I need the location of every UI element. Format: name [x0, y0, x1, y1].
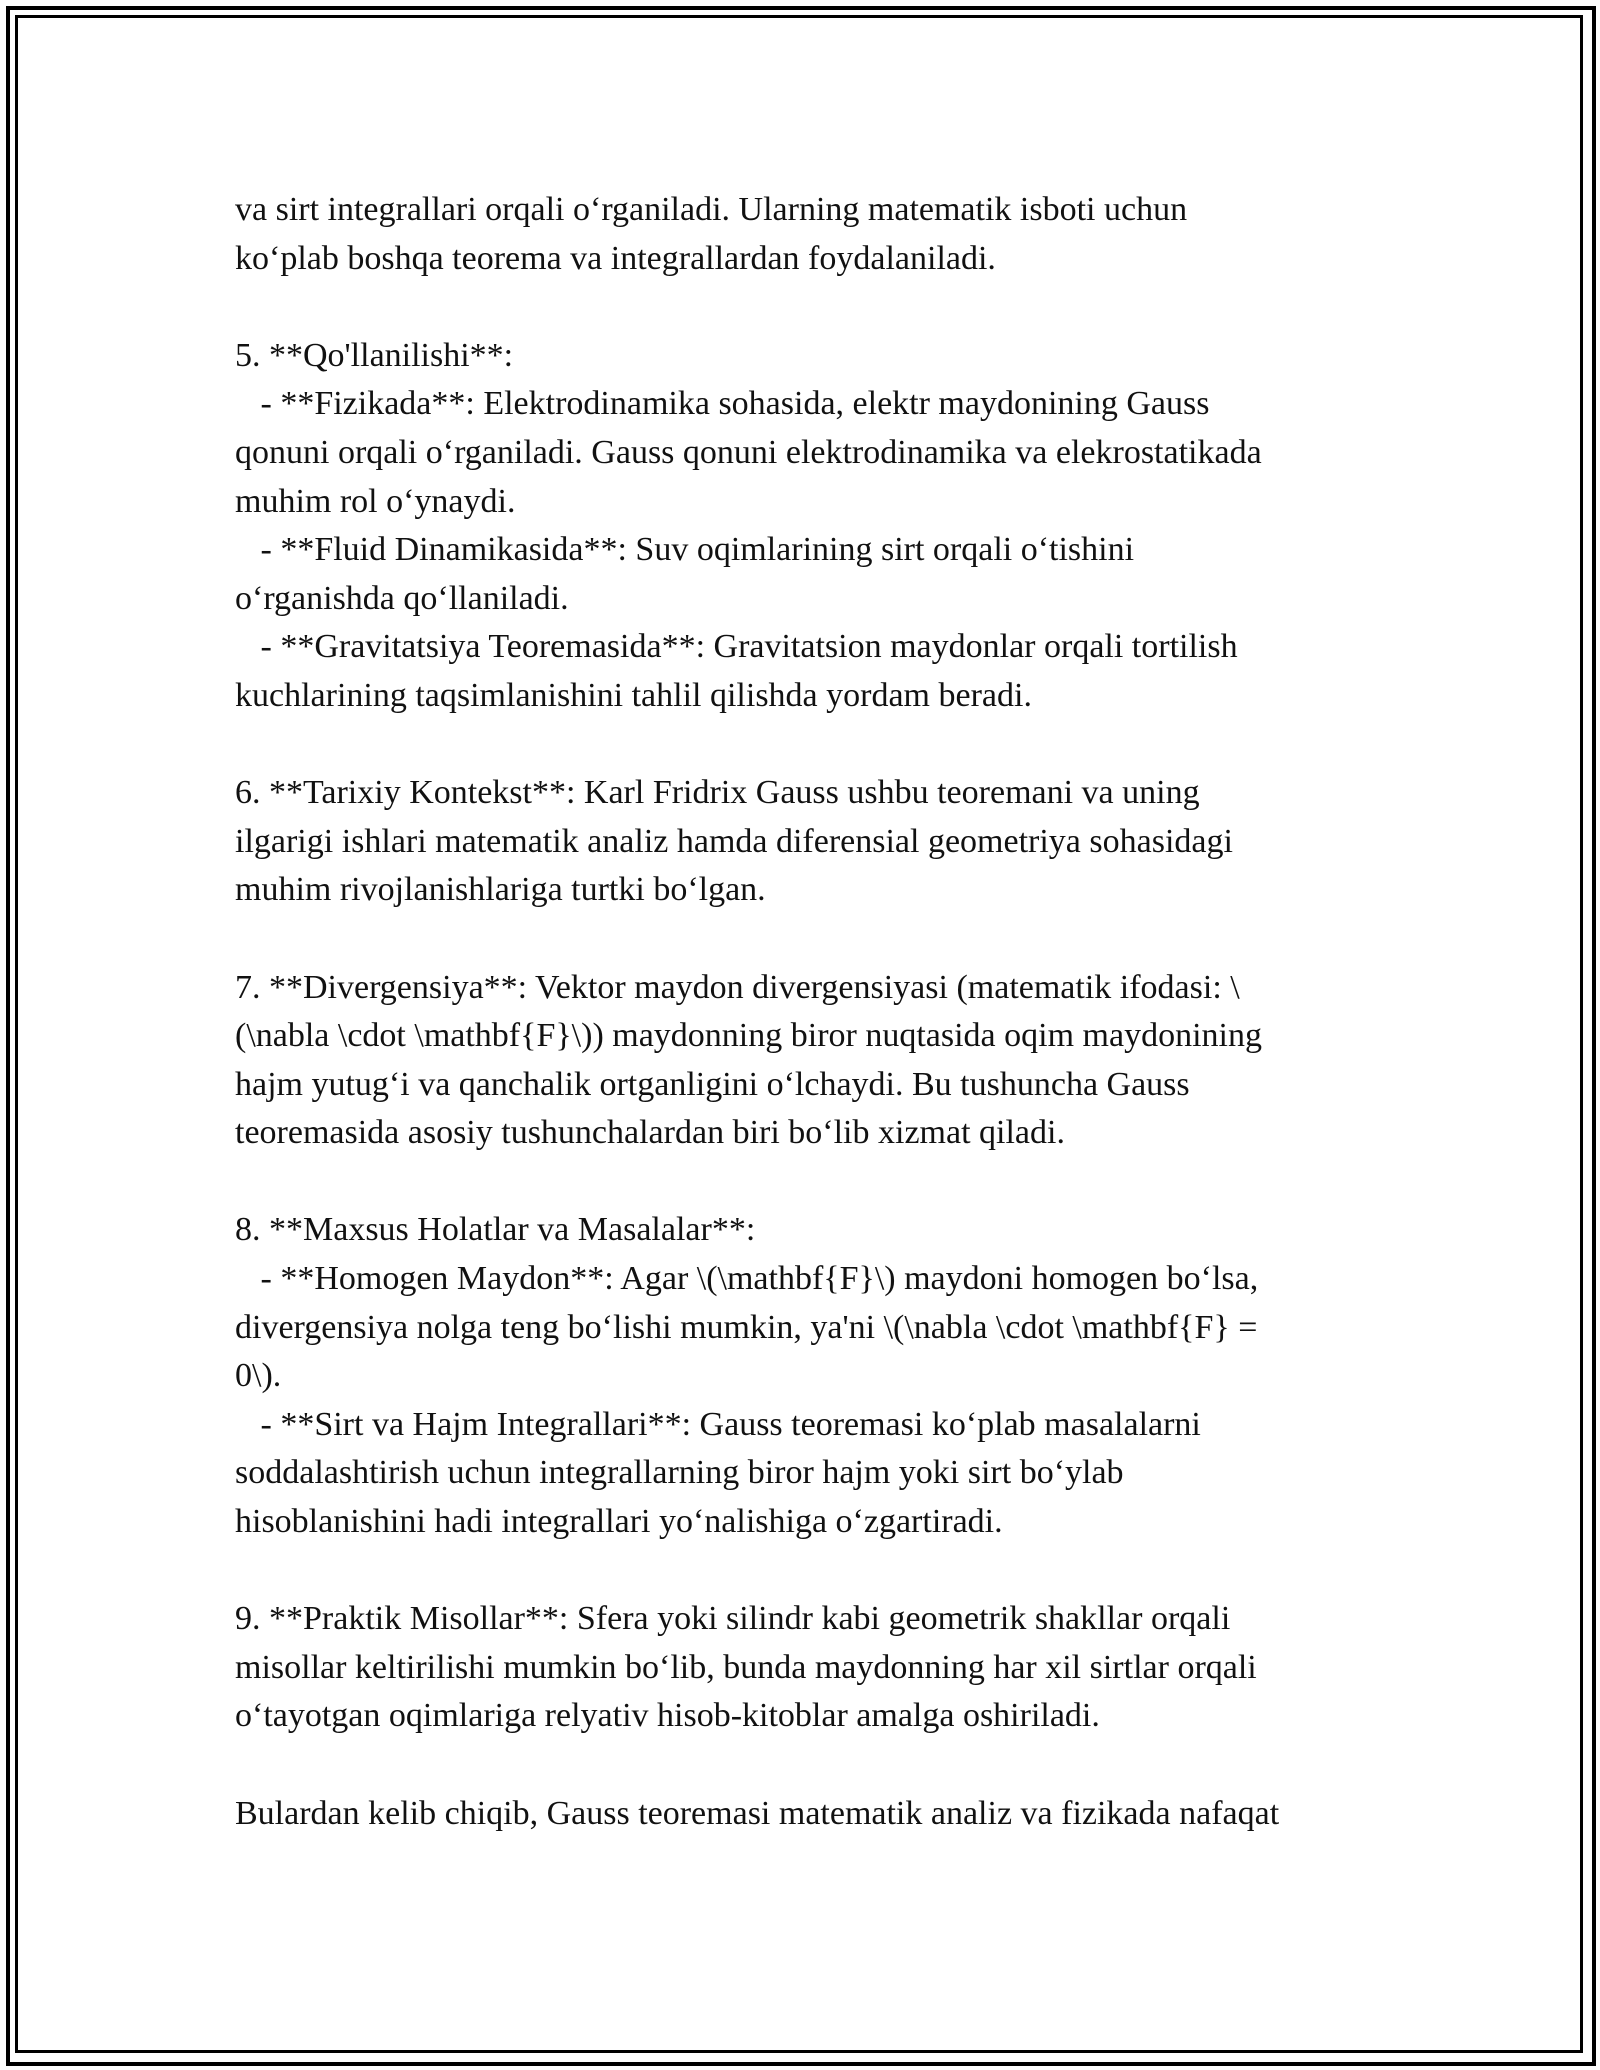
section-heading-8: 8. **Maxsus Holatlar va Masalalar**: — [235, 1211, 756, 1249]
text-line: (\nabla \cdot \mathbf{F}\)) maydonning biror nuqtasida oqim maydonining — [235, 1017, 1262, 1055]
text-line: muhim rivojlanishlariga turtki bo‘lgan. — [235, 871, 766, 909]
text-line: - **Homogen Maydon**: Agar \(\mathbf{F}\) maydoni homogen bo‘lsa, — [235, 1260, 1259, 1298]
blank-line — [235, 1547, 1395, 1596]
text-line: - **Gravitatsiya Teoremasida**: Gravitatsion maydonlar orqali tortilish — [235, 628, 1238, 666]
text-line: - **Sirt va Hajm Integrallari**: Gauss teoremasi ko‘plab masalalarni — [235, 1405, 1201, 1443]
blank-line — [235, 1741, 1395, 1790]
text-line: o‘rganishda qo‘llaniladi. — [235, 579, 569, 617]
text-line: kuchlarining taqsimlanishini tahlil qilishda yordam beradi. — [235, 676, 1032, 714]
blank-line — [235, 915, 1395, 964]
text-line: 0\). — [235, 1357, 282, 1395]
text-line: hajm yutug‘i va qanchalik ortganligini o‘lchaydi. Bu tushuncha Gauss — [235, 1065, 1190, 1103]
text-line: soddalashtirish uchun integrallarning biror hajm yoki sirt bo‘ylab — [235, 1454, 1124, 1492]
section-heading-7: 7. **Divergensiya**: Vektor maydon divergensiyasi (matematik ifodasi: \ — [235, 968, 1240, 1006]
text-line: ilgarigi ishlari matematik analiz hamda diferensial geometriya sohasidagi — [235, 822, 1233, 860]
blank-line — [235, 283, 1395, 332]
text-line: ko‘plab boshqa teorema va integrallardan foydalaniladi. — [235, 239, 996, 277]
text-line: muhim rol o‘ynaydi. — [235, 482, 516, 520]
section-heading-9: 9. **Praktik Misollar**: Sfera yoki silindr kabi geometrik shakllar orqali — [235, 1600, 1231, 1638]
section-heading-6: 6. **Tarixiy Kontekst**: Karl Fridrix Gauss ushbu teoremani va uning — [235, 774, 1200, 812]
text-line: o‘tayotgan oqimlariga relyativ hisob-kitoblar amalga oshiriladi. — [235, 1697, 1100, 1735]
document-body — [235, 186, 1395, 1838]
text-line: - **Fizikada**: Elektrodinamika sohasida, elektr maydonining Gauss — [235, 385, 1210, 423]
text-line: hisoblanishini hadi integrallari yo‘nalishiga o‘zgartiradi. — [235, 1503, 1003, 1541]
text-line: - **Fluid Dinamikasida**: Suv oqimlarining sirt orqali o‘tishini — [235, 531, 1135, 569]
text-line: qonuni orqali o‘rganiladi. Gauss qonuni elektrodinamika va elekrostatikada — [235, 433, 1262, 471]
text-line: divergensiya nolga teng bo‘lishi mumkin, ya'ni \(\nabla \cdot \mathbf{F} = — [235, 1308, 1258, 1346]
blank-line — [235, 721, 1395, 770]
text-line: misollar keltirilishi mumkin bo‘lib, bunda maydonning har xil sirtlar orqali — [235, 1648, 1257, 1686]
blank-line — [235, 1158, 1395, 1207]
section-heading-5: 5. **Qo'llanilishi**: — [235, 336, 514, 374]
text-line: va sirt integrallari orqali o‘rganiladi. Ularning matematik isboti uchun — [235, 191, 1188, 228]
conclusion-line: Bulardan kelib chiqib, Gauss teoremasi matematik analiz va fizikada nafaqat — [235, 1794, 1280, 1832]
text-line: teoremasida asosiy tushunchalardan biri bo‘lib xizmat qiladi. — [235, 1114, 1065, 1152]
